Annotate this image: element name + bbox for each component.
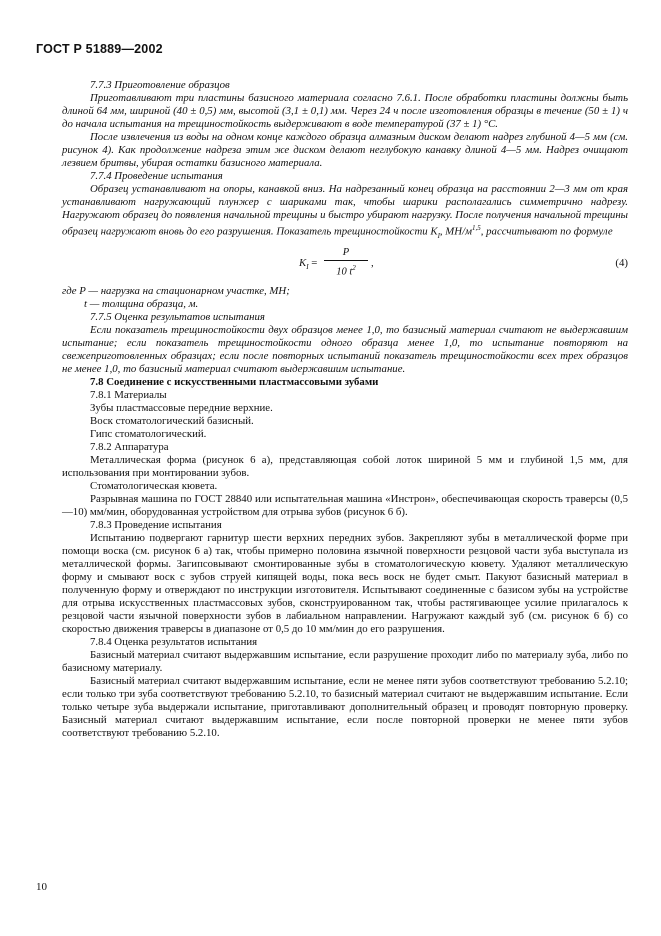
page-number: 10 xyxy=(36,881,47,893)
section-7-8-2-para-3: Разрывная машина по ГОСТ 28840 или испытательная машина «Инстрон», обеспечивающая скорость траверсы (0,5—10) мм/мин, оборудованная устройством для отрыва зубов (рисунок 6 б). xyxy=(62,492,628,518)
fracture-index-subscript: I xyxy=(437,231,440,240)
section-7-8-4-title: 7.8.4 Оценка результатов испытания xyxy=(90,635,258,648)
fracture-index-exponent: 1,5 xyxy=(472,224,481,232)
materials-item-1: Зубы пластмассовые передние верхние. xyxy=(90,401,273,414)
formula-lhs xyxy=(299,257,317,274)
formula-lhs-symbol: K xyxy=(299,256,307,269)
section-7-8-2-para-1: Металлическая форма (рисунок 6 а), представляющая собой лоток шириной 5 мм и глубиной 1,5 мм, для использования при монтировании зубов. xyxy=(62,453,628,479)
section-7-7-4-title: 7.7.4 Проведение испытания xyxy=(90,170,223,182)
formula-numerator: P xyxy=(324,247,368,261)
formula-equals: = xyxy=(308,256,318,269)
formula-denominator-exponent: 2 xyxy=(352,263,356,272)
section-7-7-5-title: 7.7.5 Оценка результатов испытания xyxy=(90,310,265,323)
section-7-8-4-para-1: Базисный материал считают выдержавшим испытание, если разрушение проходит либо по материалу зуба, либо по базисному материалу. xyxy=(62,648,628,674)
formula-4 xyxy=(62,247,628,281)
section-7-7-4-para-1-text: Образец устанавливают на опоры, канавкой вниз. На надрезанный конец образца на расстоянии 2—3 мм от края устанавливают нагружающий плунжер с шариками так, чтобы шарики располагались симметрично надрезу. Нагружают образец до появления начальной трещины и быстро убирают нагрузку. После получения начальной трещины образец нагружают вновь до его разрушения. Показатель трещиностойкости xyxy=(62,183,628,238)
formula-number: (4) xyxy=(615,256,628,269)
section-7-7-5-para-1: Если показатель трещиностойкости двух образцов менее 1,0, то базисный материал считают не выдержавшим испытание; если показатель трещиностойкости одного образца менее 1,0, то испытание повторяют на свежеприготовленных образцах; если после повторных испытаний показатель трещиностойкости всех трех образцов не менее 1,0, то базисный материал считают выдержавшим испытание. xyxy=(62,323,628,375)
formula-denominator-text: 10 t xyxy=(336,266,353,278)
section-7-8-title: 7.8 Соединение с искусственными пластмассовыми зубами xyxy=(90,375,379,388)
section-7-8-3-para-1: Испытанию подвергают гарнитур шести верхних передних зубов. Закрепляют зубы в металлической форме при помощи воска (см. рисунок 6 а) так, чтобы примерно половина язычной поверхности резцовой части зуба выступала из металлической формы. Загипсовывают смонтированные зубы в стоматологическую кювету. Удаляют металлическую форму и смывают воск с зубов струей кипящей воды, пока весь воск не будет смыт. Пакуют базисный материал в полученную форму и отверждают по инструкции изготовителя. Испытывают соединенные с базисом зубы на устройстве для отрыва искусственных пластмассовых зубов, сконструированном так, чтобы растягивающее усилие прилагалось к резцовой части язычной поверхности зубов в лабиальном направлении. Нагружают каждый зуб (см. рисунок 6 б) со скоростью движения траверсы в диапазоне от 0,5 до 10 мм/мин до его разрушения. xyxy=(62,531,628,635)
section-7-7-4-para-1-end: , рассчитывают по формуле xyxy=(480,225,613,238)
document-body xyxy=(62,79,628,740)
materials-item-3: Гипс стоматологический. xyxy=(90,427,207,440)
formula-denominator xyxy=(324,261,368,279)
formula-where-line-1: где P — нагрузка на стационарном участке, МН; xyxy=(62,284,290,297)
section-7-8-3-title: 7.8.3 Проведение испытания xyxy=(90,518,222,531)
section-7-8-2-para-2: Стоматологическая кювета. xyxy=(90,479,218,492)
section-7-7-4-para-1 xyxy=(62,183,628,243)
section-7-8-2-title: 7.8.2 Аппаратура xyxy=(90,440,169,453)
materials-item-2: Воск стоматологический базисный. xyxy=(90,414,254,427)
section-7-8-1-title: 7.8.1 Материалы xyxy=(90,388,167,401)
formula-comma: , xyxy=(371,256,374,269)
section-7-7-3-para-2: После извлечения из воды на одном конце каждого образца алмазным диском делают надрез глубиной 4—5 мм (см. рисунок 4). Как продолжение надреза этим же диском делают неглубокую канавку длиной 4—5 мм. Надрез очищают лезвием бритвы, убирая остатки базисного материала. xyxy=(62,131,628,169)
fracture-index-symbol: K xyxy=(430,225,438,238)
formula-where-line-2: t — толщина образца, м. xyxy=(84,297,199,310)
fracture-index-units: , МН/м xyxy=(439,225,472,238)
section-7-7-3-title: 7.7.3 Приготовление образцов xyxy=(90,79,230,91)
formula-fraction xyxy=(324,247,368,279)
document-header: ГОСТ Р 51889—2002 xyxy=(36,42,163,56)
section-7-8-4-para-2: Базисный материал считают выдержавшим испытание, если не менее пяти зубов соответствуют требованию 5.2.10; если только три зуба соответствуют требованию 5.2.10, то базисный материал считают не выдержавшим испытание. Если только четыре зуба выдержали испытание, приготавливают дополнительный образец и проводят повторную проверку. Базисный материал считают выдержавшим испытание, если после повторной проверки не менее пяти зубов соответствуют требованию 5.2.10. xyxy=(62,674,628,739)
formula-lhs-subscript: I xyxy=(306,262,309,271)
section-7-7-3-para-1: Приготавливают три пластины базисного материала согласно 7.6.1. После обработки пластины должны быть длиной 64 мм, шириной (40 ± 0,5) мм, высотой (3,1 ± 0,1) мм. Через 24 ч после изготовления образцы в течение (50 ± 1) ч до начала испытания на трещиностойкость выдерживают в воде температурой (37 ± 1) °С. xyxy=(62,92,628,130)
